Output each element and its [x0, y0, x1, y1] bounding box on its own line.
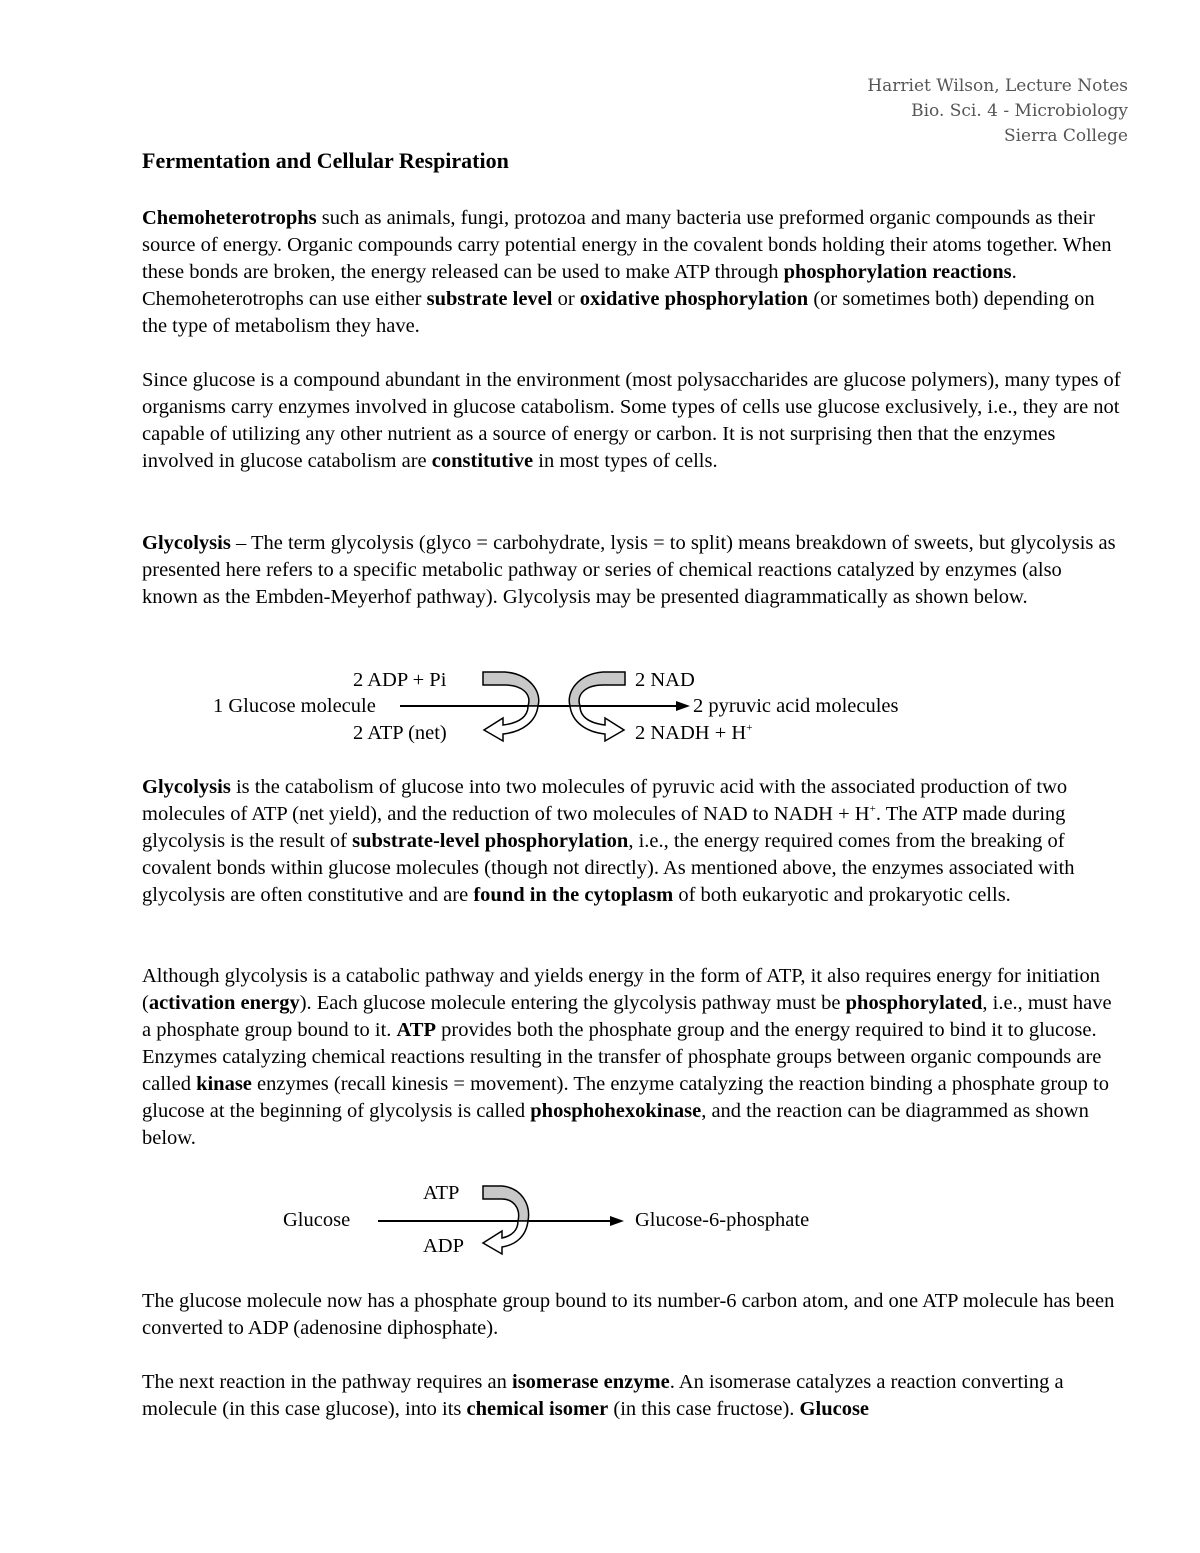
paragraph-glycolysis-catabolism: [142, 774, 1122, 909]
label-adp-pi: 2 ADP + Pi: [353, 669, 447, 691]
term-chemical-isomer: chemical isomer: [466, 1398, 609, 1420]
label-glucose-molecule: 1 Glucose molecule: [213, 695, 376, 717]
paragraph-text: , i.e., the energy required comes from the breaking of covalent bonds within glucose molecules (though not directly). As mentioned above, the enzymes associated with glycolysis are often constitutive and are: [142, 830, 1075, 906]
header-course: Bio. Sci. 4 - Microbiology: [911, 101, 1128, 121]
paragraph-text: in most types of cells.: [533, 450, 718, 472]
term-isomerase-enzyme: isomerase enzyme: [512, 1371, 670, 1393]
paragraph-glycolysis-intro: [142, 530, 1122, 611]
paragraph-text: . The ATP made during glycolysis is the result of: [142, 803, 1066, 852]
paragraph-text: , and the reaction can be diagrammed as shown below.: [142, 1100, 1089, 1149]
term-substrate-level-phosphorylation: substrate-level phosphorylation: [352, 830, 629, 852]
glycolysis-diagram: [0, 660, 1200, 770]
label-adp: ADP: [423, 1235, 465, 1257]
paragraph-text: such as animals, fungi, protozoa and many bacteria use preformed organic compounds as their source of energy. Organic compounds carry potential energy in the covalent bonds holding their atoms together. When these bonds are broken, the energy released can be used to make ATP through: [142, 207, 1112, 283]
paragraph-glucose-phosphate: [142, 1288, 1122, 1342]
term-kinase: kinase: [196, 1073, 252, 1095]
curved-arrow-in-nad: [569, 672, 625, 706]
header-author: Harriet Wilson, Lecture Notes: [867, 76, 1128, 96]
paragraph-text: ). Each glucose molecule entering the glycolysis pathway must be: [299, 992, 846, 1014]
term-oxidative-phosphorylation: oxidative phosphorylation: [579, 288, 809, 310]
paragraph-glucose: [142, 367, 1122, 475]
term-activation-energy: activation energy: [148, 992, 300, 1014]
paragraph-text: is the catabolism of glucose into two molecules of pyruvic acid with the associated production of two molecules of ATP (net yield), and the reduction of two molecules of NAD to NADH + H: [142, 776, 1068, 825]
glycolysis-arrows: [0, 660, 1200, 770]
phosphorylation-arrows: [0, 1175, 1200, 1270]
label-atp: ATP: [423, 1182, 460, 1204]
curved-arrow-out-adp: [483, 1221, 528, 1254]
paragraph-text: The glucose molecule now has a phosphate group bound to its number-6 carbon atom, and one ATP molecule has been converted to ADP (adenosine diphosphate).: [142, 1290, 1115, 1339]
term-constitutive: constitutive: [431, 450, 534, 472]
label-atp-net: 2 ATP (net): [353, 722, 447, 744]
superscript-plus: +: [869, 803, 876, 816]
term-phosphorylation-reactions: phosphorylation reactions: [783, 261, 1012, 283]
paragraph-text: or: [552, 288, 580, 310]
paragraph-text: . Chemoheterotrophs can use either: [142, 261, 1017, 310]
term-glucose: Glucose: [799, 1398, 870, 1420]
paragraph-text: provides both the phosphate group and the energy required to bind it to glucose. Enzymes catalyzing chemical reactions resulting in the transfer of phosphate groups between organic compounds are called: [142, 1019, 1102, 1095]
term-substrate-level: substrate level: [426, 288, 553, 310]
term-phosphohexokinase: phosphohexokinase: [530, 1100, 702, 1122]
paragraph-text: (in this case fructose).: [608, 1398, 800, 1420]
page-title: Fermentation and Cellular Respiration: [142, 148, 509, 173]
main-arrow-head: [676, 701, 690, 711]
paragraph-text: enzymes (recall kinesis = movement). The enzyme catalyzing the reaction binding a phosphate group to glucose at the beginning of glycolysis is called: [142, 1073, 1110, 1122]
term-atp: ATP: [396, 1019, 436, 1041]
paragraph-text: Although glycolysis is a catabolic pathway and yields energy in the form of ATP, it also requires energy for initiation (: [142, 965, 1100, 1014]
paragraph-activation-energy: [142, 963, 1122, 1152]
paragraph-text: The next reaction in the pathway requires an: [142, 1371, 512, 1393]
term-glycolysis: Glycolysis: [142, 776, 231, 798]
label-pyruvic-acid: 2 pyruvic acid molecules: [693, 695, 899, 717]
paragraph-text: Since glucose is a compound abundant in the environment (most polysaccharides are glucose polymers), many types of organisms carry enzymes involved in glucose catabolism. Some types of cells use glucose exclusively, i.e., they are not capable of utilizing any other nutrient as a source of energy or carbon. It is not surprising then that the enzymes involved in glucose catabolism are: [142, 369, 1121, 472]
paragraph-isomerase: [142, 1369, 1122, 1423]
curved-arrow-out-atp: [484, 706, 538, 741]
paragraph-text: (or sometimes both) depending on the type of metabolism they have.: [142, 288, 1095, 337]
paragraph-text: , i.e., must have a phosphate group bound to it.: [142, 992, 1112, 1041]
paragraph-text: of both eukaryotic and prokaryotic cells.: [673, 884, 1011, 906]
term-chemoheterotrophs: Chemoheterotrophs: [142, 207, 317, 229]
term-glycolysis: Glycolysis: [142, 532, 231, 554]
header-block: [867, 74, 1128, 149]
phosphorylation-diagram: [0, 1175, 1200, 1270]
term-phosphorylated: phosphorylated: [845, 992, 983, 1014]
label-glucose-6-phosphate: Glucose-6-phosphate: [635, 1209, 810, 1231]
label-nad: 2 NAD: [635, 669, 695, 691]
main-arrow-head: [610, 1216, 624, 1226]
curved-arrow-out-nadh: [570, 706, 624, 741]
curved-arrow-in-atp: [483, 1186, 529, 1221]
curved-arrow-in-adp: [483, 672, 539, 706]
term-found-in-cytoplasm: found in the cytoplasm: [473, 884, 674, 906]
header-college: Sierra College: [1003, 126, 1128, 146]
paragraph-text: – The term glycolysis (glyco = carbohydrate, lysis = to split) means breakdown of sweets, but glycolysis as presented here refers to a specific metabolic pathway or series of chemical reactions catalyzed by enzymes (also known as the Embden-Meyerhof pathway). Glycolysis may be presented diagrammatically as shown below.: [142, 532, 1116, 608]
paragraph-text: . An isomerase catalyzes a reaction converting a molecule (in this case glucose), into its: [142, 1371, 1064, 1420]
label-glucose: Glucose: [283, 1209, 351, 1231]
label-nadh-text: 2 NADH + H: [635, 722, 747, 744]
label-nadh-superscript: +: [746, 722, 753, 735]
paragraph-chemoheterotrophs: [142, 205, 1122, 340]
